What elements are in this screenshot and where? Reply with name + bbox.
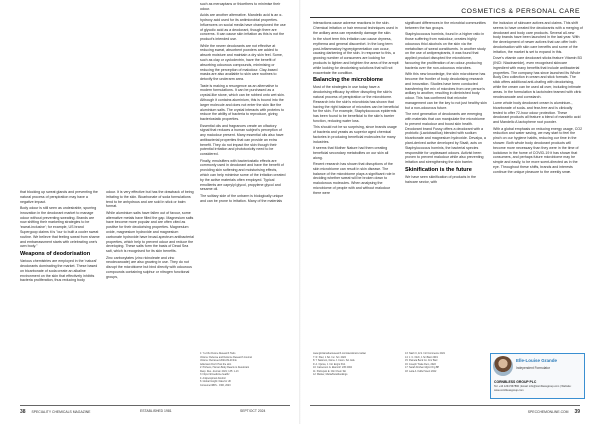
paragraph: the inclusion of skincare actives and claims. This shift seems to have created the deodorants with a merging of deodorant and body care products. Several all-new body brands have been launched in the last year. With the development of newer actives that can offer both deodorisation with skin care benefits and some of the irritation, the market is set to expand in this. bbox=[493, 21, 583, 54]
reference: www.gloriamarketresearch.com/deodorant-market bbox=[313, 352, 366, 355]
paragraph: odour. It is very effective but has the drawback of being irritating to the skin. Bicarbonate of soda formulations tend to be anhydrous and are sold in stick or balm format. bbox=[106, 190, 194, 209]
section-title: COSMETICS & PERSONAL CARE bbox=[461, 8, 580, 15]
paragraph: that blocking up sweat glands and preventing the natural process of perspiration may have a negative impact. bbox=[20, 190, 98, 204]
footer-rule-left bbox=[20, 405, 290, 406]
reference: 8: Y Salomon, Dome J. Cosm. Sci. Eds. bbox=[313, 359, 356, 362]
reference: 15: Pamela Bock Co. Fmr Barr bbox=[405, 359, 438, 362]
footer-rule-right bbox=[310, 405, 580, 406]
paragraph: In the short term this irritation can cause dryness, erythema and general discomfort. In the long term post-inflammatory hyperpigmentation can occur, causing darkening of the skin. In response to this, a growing number of consumers are looking for products to lighten and brighten the area of the armpit while looking for deodorising solutions that will not exacerbate the condition. bbox=[313, 36, 399, 75]
page-spine bbox=[299, 0, 301, 424]
reference: 4: Antiperspirant Alcohol bbox=[200, 376, 226, 380]
reference: Volume: Retrieved 2024-09-20 link bbox=[200, 359, 237, 362]
paragraph: Zinc carboxylates (zinc ricinoleate and zinc neodecanoate) are also growing in use. They do not disrupt the microbiome but bind directly with odourous compounds containing sulphur or nitrogen functional groups, bbox=[106, 255, 192, 279]
reference: Resp. Res. Journal. 2021; 135: 1-13 bbox=[200, 369, 239, 373]
paragraph: Various chemistries are employed in the 'natural' deodorants dominating the market. These based on bicarbonate of soda create an alkaline environment on the skin that effectively inhibits bacteria proliferation, thus reducing body bbox=[20, 259, 98, 283]
author-company: CORNBLESS GROUP PLC bbox=[494, 380, 537, 384]
issue-date: SEPT/OCT 2024 bbox=[240, 409, 266, 413]
website-link[interactable]: SPECCHEMONLINE.COM bbox=[527, 410, 569, 414]
established: ESTABLISHED 1981 bbox=[140, 409, 172, 413]
header-rule bbox=[310, 17, 580, 18]
author-photo bbox=[493, 356, 513, 376]
paragraph: Lume whole body deodorant cream is aluminium-, bicarbonate of soda- and fear-free and is clinically tested to offer 72-hour odour protection. These deodorant products all feature a blend of mandelic acid and Mandelic A lactophene root powder. bbox=[493, 100, 581, 125]
reference: 13: Nash C, E.S. Intl Commerce 2021 bbox=[405, 352, 445, 355]
page-number: 39 bbox=[574, 409, 580, 415]
left-col-2 bbox=[106, 190, 194, 281]
reference: 17: Sarah Kitchen Mgmt Org BP bbox=[405, 366, 440, 369]
paragraph: Most of the strategies in use today have a deodorising efficacy by either disrupting the skin's natural process of perspiration or the microbiome. Research into the skin's microbiota has shown that having the right balance of microbes can be beneficial for the skin. For example, Staphylococcus epidermis has been found to be beneficial to the skin's barrier function, reducing water loss. bbox=[313, 85, 399, 123]
paragraph: The next generation of deodorants are emerging with materials that can manipulate the microbiome to prevent malodour and boost skin health. Deodorant brand Fussy offers a deodorant with a probiotic (Lactobacillus) blended with sodium bicarbonate and magnesium hydroxide. Devalya, a plant-derived active developed by Sisalt, acts on Staphylococcus hominis, the bacterial species responsible for unpleasant odours. Activist been proven to prevent malodour while also preventing irritation and strengthening the skin barrier. bbox=[405, 112, 486, 165]
paragraph: interactions cause adverse reactions in the skin. Chemical irritation or hair removal techniques used in the axillary area can repeatedly damage the skin. bbox=[313, 21, 398, 35]
page-number: 38 bbox=[20, 409, 26, 415]
paragraph: Taste is making a resurgence as an alternative to modern formulations. It can be purchased as a crystal-like stone, which can be rubbed onto wet skin. Although it contains aluminium, this is bound into the larger molecule and does not enter the skin like the aluminium salts. The crystal interacts with proteins to reduce the ability of bacteria to reproduce, giving bacteriostatic properties. bbox=[200, 83, 285, 122]
reference: Volume: Defense and Defence Research Journal bbox=[200, 355, 252, 359]
reference: 14: J. C. Fitch, 1 Sci Bact 2019 bbox=[405, 355, 438, 359]
subheading-microbiome: Balancing the microbiome bbox=[313, 77, 383, 84]
left-col-3 bbox=[200, 2, 286, 205]
left-references bbox=[200, 352, 286, 387]
reference: 1: Yu-Cho Dunne Research Tools bbox=[200, 352, 236, 355]
paragraph: Recent research has shown that disruptions of the skin microbiome can result in skin disease. The balance of the microbiome plays a significant role in deciding whether sweat will be broken down to malodorous molecules. When analysing the microbiome of people with and without malodour there were bbox=[313, 162, 396, 195]
author-name: Elle-Louise Grande bbox=[516, 358, 558, 363]
subheading-skinification: Skinification is the future bbox=[405, 166, 472, 173]
paragraph: significant differences in the microbial communities between the two groups. bbox=[405, 21, 486, 30]
reference: Consumer/RDS - CSR, 2023 bbox=[200, 383, 231, 387]
paragraph: Dove's vitamin care deodorant sticks feature Vitamin B3 (INCI: Niacinamide), even recognised skincare ingredient with many benefits that include antibacterial properties. The company has since launched its Whole Body Deo collection in cream and stick formats. The stick offers additional anti-chafing with deodorising, while the cream can be used all over, including intimate areas. In the formulation is lactoindex teamed with citric neodecanoate and cornstarch. bbox=[493, 56, 582, 99]
right-col-3 bbox=[493, 21, 583, 176]
reference: 11: Palmqvist E. Clin Chem Ski bbox=[313, 369, 346, 373]
reference: 16: Joseph Trade Dem, 2022 bbox=[405, 362, 436, 366]
reference: Adlerstein Don't Post the skin bbox=[200, 362, 232, 366]
reference: 3: https://drmedicine.health/ bbox=[200, 373, 230, 376]
paragraph: Finally, emulsifiers with bacteriostatic effects are commonly used in deodorant and have the benefit of providing skin softening and moisturising effects, which can help minimise some of the irritation created by the active materials often employed. Typical emollients are caprylyl glycol, propylene glycol and sesame oil. bbox=[200, 158, 286, 192]
right-col-1 bbox=[313, 21, 399, 197]
paragraph: Staphylococcus hominis, found in a higher ratio in those suffering from malodour, creates highly odourous thiol alcohols on the skin via the metabolism of sweat constituents. In another study on the use of antiperspirants, it was found that applied product disrupted the microbiome, favouring the proliferation of an odour-producing bacteria over the non-odourous microbes. bbox=[405, 32, 486, 70]
right-references-1 bbox=[313, 352, 399, 377]
reference: 10: Cameroon G. Elam/J2: 245 2002 bbox=[313, 366, 352, 369]
reference: 6: Global Insight: Data for UK bbox=[200, 380, 232, 383]
right-references-2 bbox=[405, 352, 487, 373]
author-contact-details: Tel: +44 1234 567890 | Email: info@cornblessgroup.com | Website: www.cornblessgroup.com bbox=[494, 385, 572, 392]
paragraph: While aluminium salts have fallen out of favour, some alternative metals have filled the gap. Magnesium salts have become more popular and are often cited as positive for their deodorising properties. Magnesium oxide, magnesium hydroxide and magnesium carbonate hydroxide have broad-spectrum antibacterial properties, which help to prevent odour and reduce the developing. These salts form the basis of Dead Sea salt, which is recognised for its skin benefits. bbox=[106, 210, 194, 254]
paragraph: Essential oils and fragrances create an olfactory signal that reduces a human subject's perception of any malodour present. Many essential oils also have antibacterial properties that can provide an extra benefit. They do not impact the skin though their potential irritation and phototoxicity need to be considered. bbox=[200, 123, 284, 157]
reference: 7: R. Paul, 1 Sci. Inc. Sci. 2022 bbox=[313, 355, 346, 359]
footer-right bbox=[310, 409, 580, 419]
right-col-2 bbox=[405, 21, 487, 186]
reference: 2: Ptchens, Human Body Reacts to Deodorant bbox=[200, 366, 250, 369]
paragraph: Body odour is still seen as undesirable, spurring innovation in the deodorant market to manage odour without preventing sweating. Brands are now shifting their marketing strategies to be 'sweat-inclusive'; for example, US brand Supergoop claims it is "our to built a cooler sweat routine. We believe that feeling sweat from shame and embarrassment starts with celebrating one's own body." bbox=[20, 205, 100, 249]
paragraph: With this new knowledge, the skin microbiome has become the frontier of body deodorising research and innovation. Studies have been conducted transferring the mix of microbes from one person's axillary to another, resulting in diminished body odour. This has confirmed that microbe management can be the key to not just healthy skin but a non-odourous future. bbox=[405, 72, 487, 110]
paragraph: Acids are another alternative. Mandelic acid is an α-hydroxy acid used for its antimicrobial properties. Influencers on social media have championed the use of glycolic acid as a deodorant, though there are concerns. It can cause skin irritation as this is not the product's intended use. bbox=[200, 13, 286, 42]
paragraph: The solitary side of the unbarm is biologically unique and can be prone to irritation. Many of the materials bbox=[200, 193, 284, 203]
left-col-1 bbox=[20, 190, 100, 285]
paragraph: It seems that Mother Nature had them creating beneficial secondary metabolites on our skin all along. bbox=[313, 146, 389, 160]
subheading-weapons: Weapons of deodorisation bbox=[20, 251, 91, 258]
paragraph: While the newer deodorants are not effective at reducing sweat, absorbent powders are added to absorb moisture and maintain a dry skin feel. Some, such as clay or cyclodextrin, have the benefit of absorbing odourous compounds, minimising or reducing the perception of malodour. Clay-based masks are also available to skin care routines to detoxify the underarm area. bbox=[200, 43, 283, 82]
author-role: Independent Formulator bbox=[516, 366, 551, 370]
magazine-name: SPECIALITY CHEMICALS MAGAZINE bbox=[31, 410, 91, 414]
footer-left bbox=[20, 409, 290, 419]
paragraph: With a global emphasis on reducing energy usage, CO2 reduction and water saving, we may start to feel the pinch on our hygiene habits, reducing our time in the shower. Both whole body deodorant products will become more necessary than they were in the time of lockdown in the home of COVID-19 it has shown that consumers, and perhaps future microbiome may be simple and easily, to be more scent-directed as in the eye. Throughout these shifts, brands and interests continue the unique pleasure to the weekly smæ. bbox=[493, 126, 583, 174]
paragraph: We have seen skinification of products in the haircare sector, with bbox=[405, 174, 477, 184]
reference: 9: A. Ojuma, J. Intl. Engrs Pub. bbox=[313, 362, 346, 366]
paragraph: This should not be so surprising, since brands usage of bacteria and yeasts as superior aged chemical factories in producing beneficial molecules for many industries. bbox=[313, 125, 397, 144]
reference: 18: Leila A. Kaffel Scent 2022 bbox=[405, 369, 437, 373]
reference: 12: Marker, Marta/fiscalbookings bbox=[313, 373, 348, 376]
paragraph: such as mercaptans or thioethers to minimise their odour. bbox=[200, 2, 281, 11]
